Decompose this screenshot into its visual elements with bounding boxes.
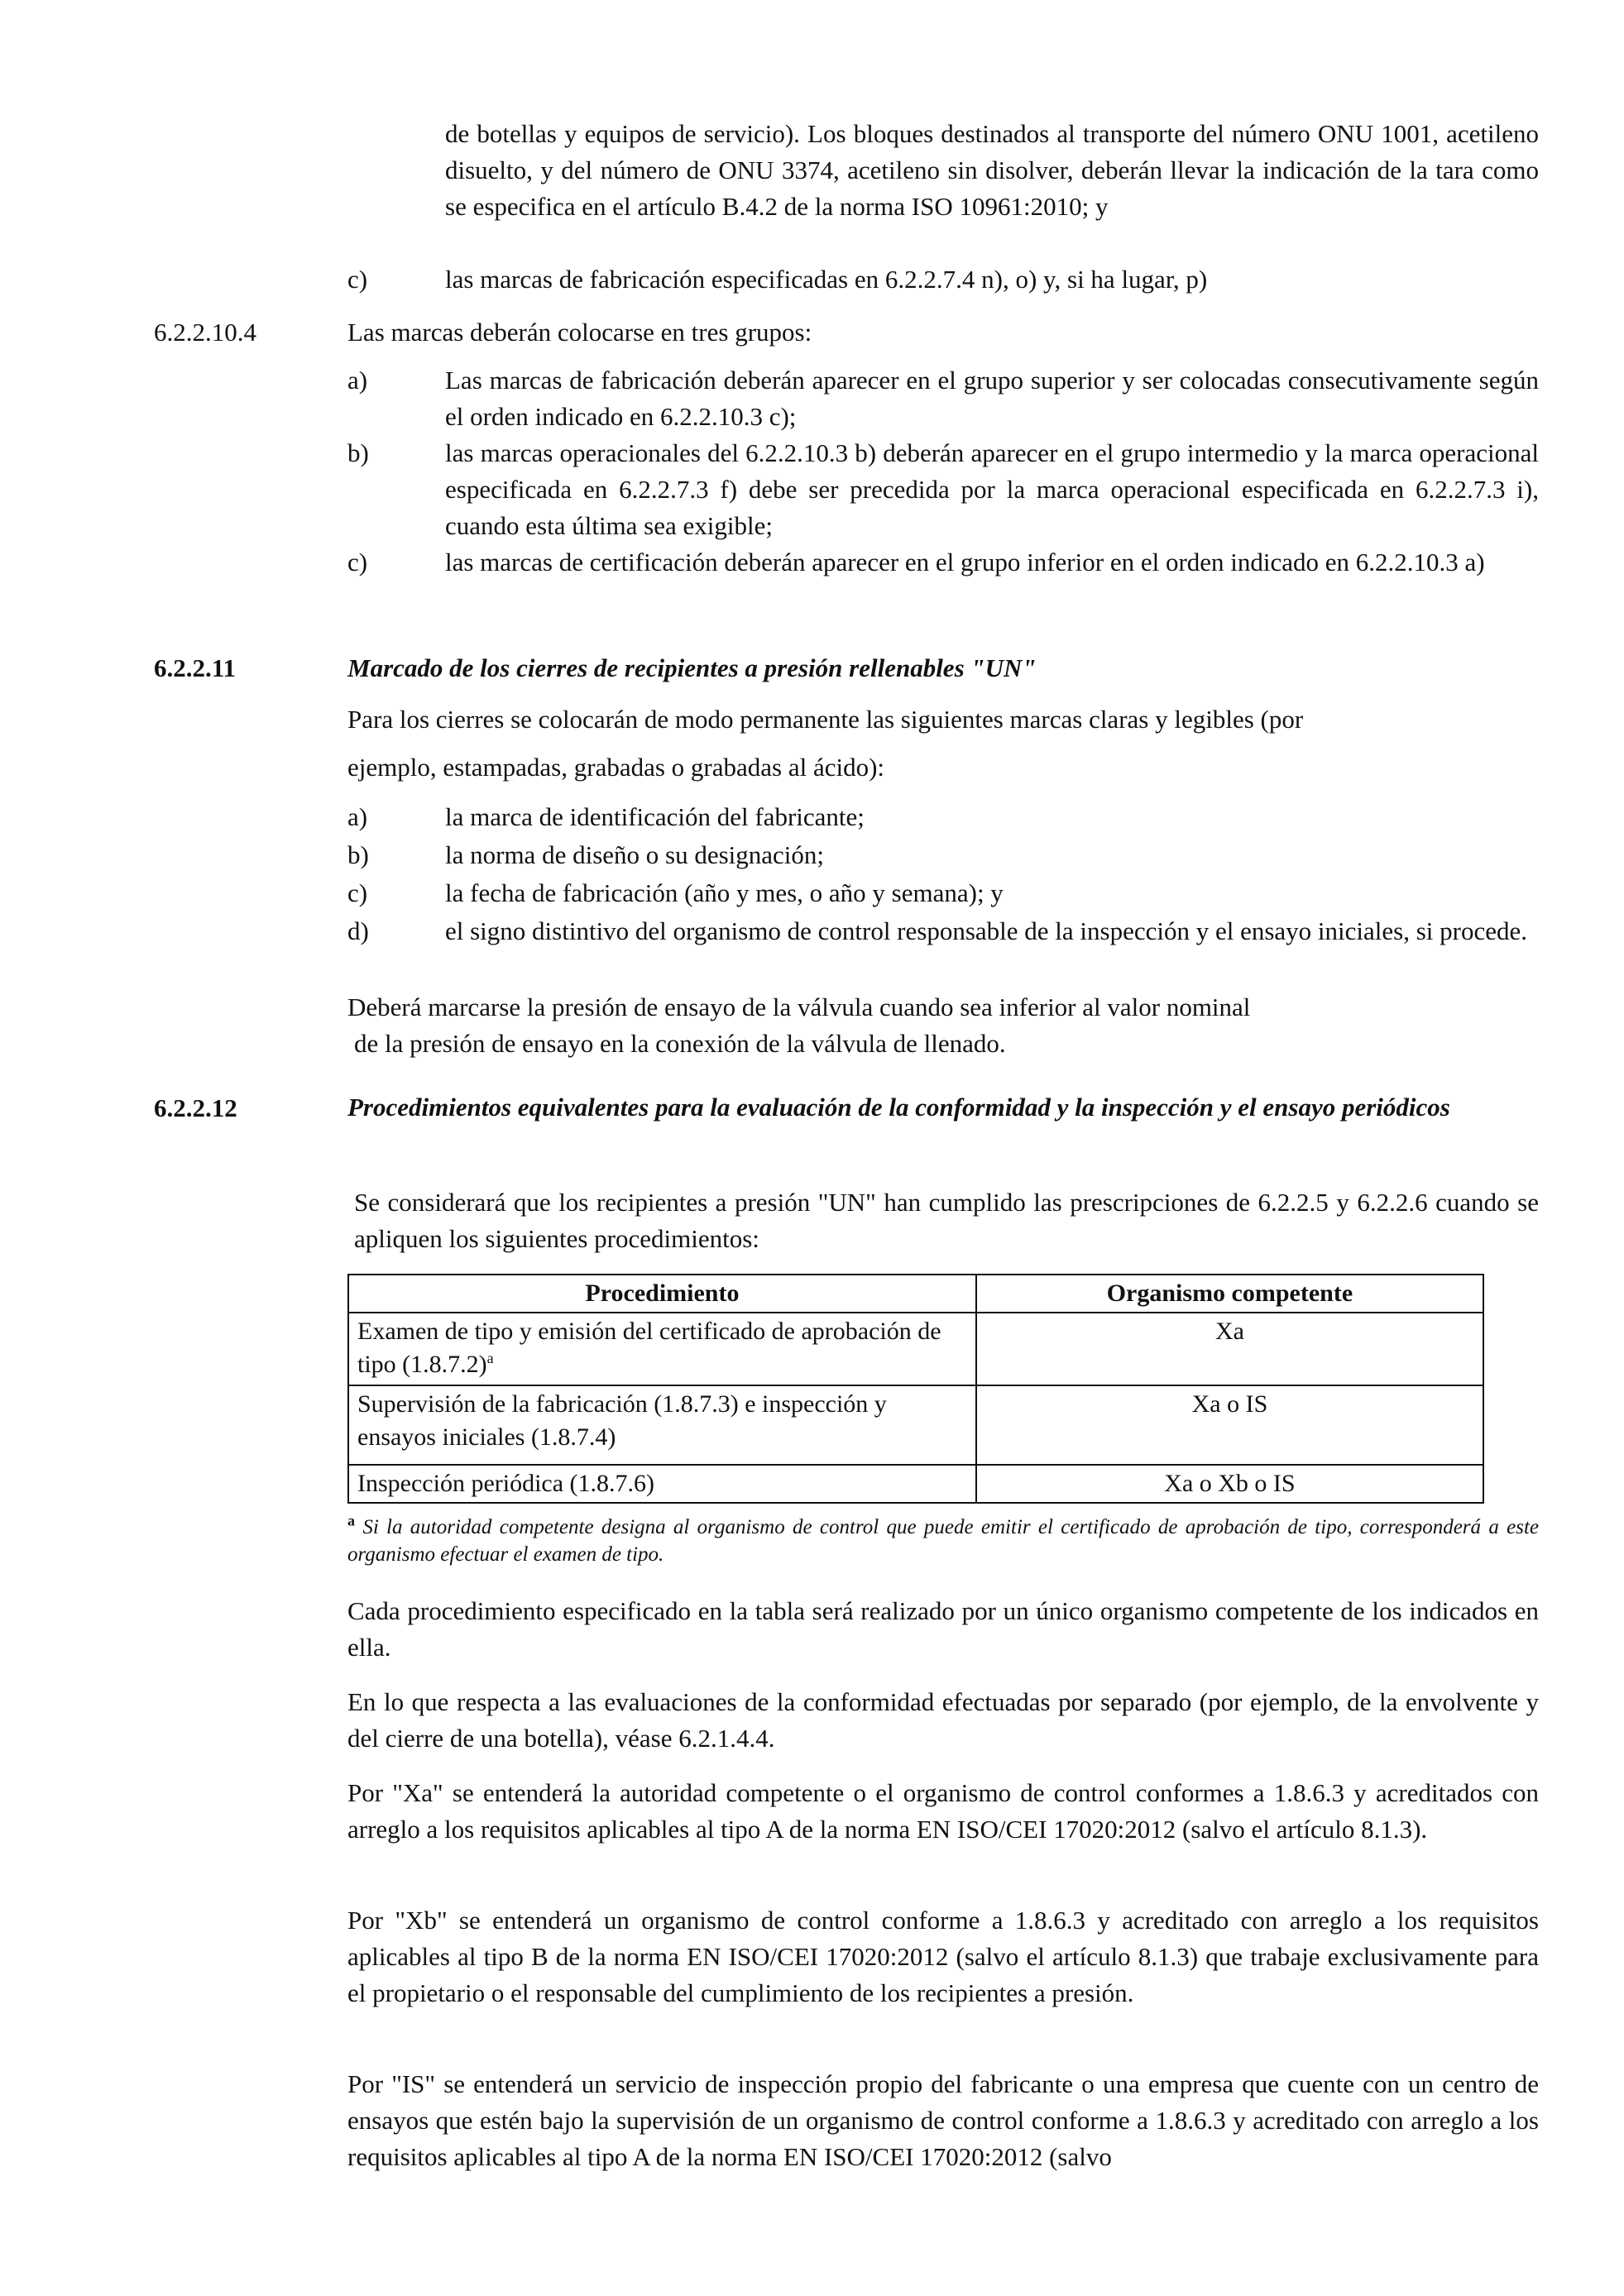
paragraph: Por "Xa" se entenderá la autoridad competente o el organismo de control conformes a 1.8.6.3 y acreditados con arreglo a los requisitos aplicables al tipo A de la norma EN ISO/CEI 17020:2012 (salvo el artículo 8.1.3). [347, 1778, 1539, 1844]
section-number-6-2-2-11: 6.2.2.11 [154, 653, 237, 682]
list-item-text: la marca de identificación del fabricante; [445, 802, 865, 831]
list-item-text: el signo distintivo del organismo de control responsable de la inspección y el ensayo iniciales, si procede. [445, 916, 1527, 945]
table-cell: Xa [976, 1313, 1483, 1385]
list-item-label: c) [347, 548, 368, 576]
closing-line-1: Deberá marcarse la presión de ensayo de la válvula cuando sea inferior al valor nominal [347, 993, 1251, 1021]
paragraph: En lo que respecta a las evaluaciones de la conformidad efectuadas por separado (por ejemplo, de la envolvente y del cierre de una botella), véase 6.2.1.4.4. [347, 1687, 1539, 1753]
table-footnote [347, 1514, 1539, 1568]
section-intro: Las marcas deberán colocarse en tres grupos: [347, 318, 812, 347]
list-item-text: la norma de diseño o su designación; [445, 840, 825, 869]
list-item-label: c) [347, 878, 368, 907]
table-cell: Xa o IS [976, 1385, 1483, 1465]
table-header-cell: Procedimiento [348, 1275, 976, 1313]
section-intro-line-2: ejemplo, estampadas, grabadas o grabadas al ácido): [347, 753, 885, 782]
list-item-label: c) [347, 265, 368, 294]
closing-line-2: de la presión de ensayo en la conexión de la válvula de llenado. [354, 1029, 1006, 1058]
list-item-label: b) [347, 438, 369, 467]
footnote-text: Si la autoridad competente designa al organismo de control que puede emitir el certificado de aprobación de tipo, corresponderá a este organismo efectuar el examen de tipo. [347, 1516, 1539, 1566]
cell-text: Examen de tipo y emisión del certificado de aprobación de tipo (1.8.7.2) [357, 1318, 941, 1378]
list-item-text: las marcas de certificación deberán aparecer en el grupo inferior en el orden indicado en 6.2.2.10.3 a) [445, 548, 1485, 576]
section-title: Marcado de los cierres de recipientes a presión rellenables "UN" [347, 653, 1037, 682]
list-item-label: d) [347, 916, 369, 945]
table-row [348, 1313, 1483, 1385]
table-header-cell: Organismo competente [976, 1275, 1483, 1313]
table-cell [348, 1313, 976, 1385]
section-number-6-2-2-12: 6.2.2.12 [154, 1093, 237, 1122]
list-item-label: a) [347, 802, 368, 831]
top-continuation-text: de botellas y equipos de servicio). Los bloques destinados al transporte del número ONU 1001, acetileno disuelto, y del número de ONU 3374, acetileno sin disolver, deberán llevar la indicación de la tara como se especifica en el artículo B.4.2 de la norma ISO 10961:2010; y [445, 119, 1539, 221]
table-row [348, 1385, 1483, 1465]
footnote-mark: a [347, 1512, 355, 1529]
table-cell: Supervisión de la fabricación (1.8.7.3) e inspección y ensayos iniciales (1.8.7.4) [348, 1385, 976, 1465]
table-row [348, 1465, 1483, 1503]
section-number-6-2-2-10-4: 6.2.2.10.4 [154, 318, 256, 347]
table-header-row [348, 1275, 1483, 1313]
list-item-label: b) [347, 840, 369, 869]
list-item-label: a) [347, 366, 368, 395]
section-intro-line-1: Para los cierres se colocarán de modo permanente las siguientes marcas claras y legibles (por [347, 705, 1304, 734]
paragraph: Por "Xb" se entenderá un organismo de control conforme a 1.8.6.3 y acreditado con arreglo a los requisitos aplicables al tipo B de la norma EN ISO/CEI 17020:2012 (salvo el artículo 8.1.3) que trabaje exclusivamente para el propietario o el responsable del cumplimiento de los recipientes a presión. [347, 1906, 1539, 2007]
table-cell: Xa o Xb o IS [976, 1465, 1483, 1503]
table-cell: Inspección periódica (1.8.7.6) [348, 1465, 976, 1503]
paragraph: Por "IS" se entenderá un servicio de inspección propio del fabricante o una empresa que cuente con un centro de ensayos que estén bajo la supervisión de un organismo de control conforme a 1.8.6.3 y acreditado con arreglo a los requisitos aplicables al tipo A de la norma EN ISO/CEI 17020:2012 (salvo [347, 2069, 1539, 2171]
footnote-ref: a [486, 1350, 494, 1366]
list-item-text: la fecha de fabricación (año y mes, o año y semana); y [445, 878, 1004, 907]
list-item-text: las marcas operacionales del 6.2.2.10.3 b) deberán aparecer en el grupo intermedio y la marca operacional especificada en 6.2.2.7.3 f) debe ser precedida por la marca operacional especificada en 6.2.2.7.3 i), cuando esta última sea exigible; [445, 438, 1539, 540]
list-item-text: Las marcas de fabricación deberán aparecer en el grupo superior y ser colocadas consecutivamente según el orden indicado en 6.2.2.10.3 c); [445, 366, 1539, 431]
section-title: Procedimientos equivalentes para la evaluación de la conformidad y la inspección y el ensayo periódicos [347, 1093, 1450, 1122]
section-intro: Se considerará que los recipientes a presión "UN" han cumplido las prescripciones de 6.2.2.5 y 6.2.2.6 cuando se apliquen los siguientes procedimientos: [354, 1188, 1539, 1253]
paragraph: Cada procedimiento especificado en la tabla será realizado por un único organismo competente de los indicados en ella. [347, 1596, 1539, 1662]
list-item-text: las marcas de fabricación especificadas en 6.2.2.7.4 n), o) y, si ha lugar, p) [445, 265, 1208, 294]
procedures-table [347, 1274, 1484, 1504]
